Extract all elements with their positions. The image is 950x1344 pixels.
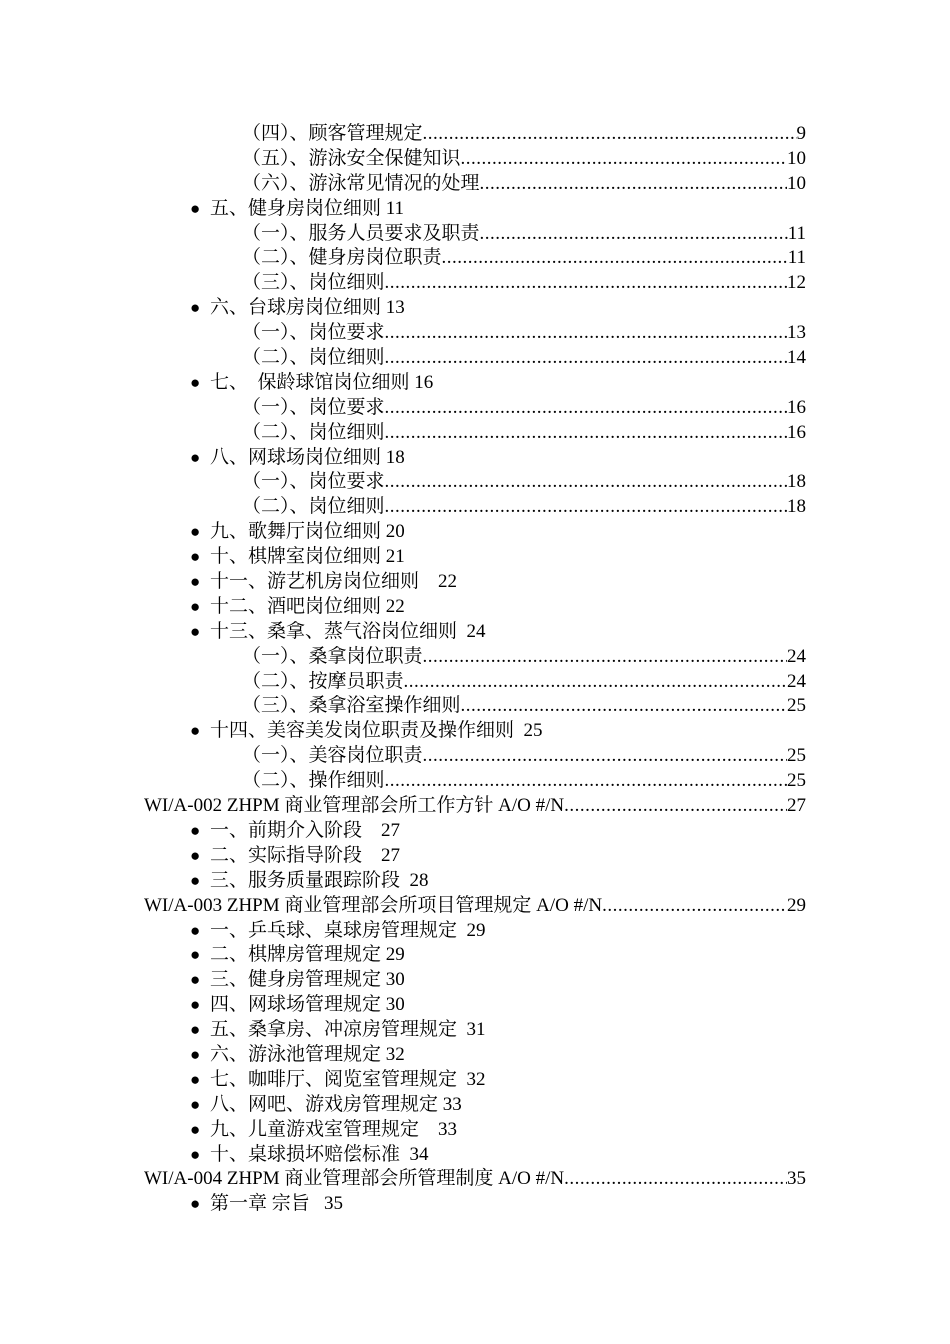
toc-entry-title: 十三、桑拿、蒸气浴岗位细则 24 <box>210 620 486 642</box>
dot-leader <box>385 271 787 296</box>
toc-entry-title: 八、网吧、游戏房管理规定 33 <box>210 1093 462 1115</box>
toc-page-number: 25 <box>787 745 806 767</box>
toc-document-entry[interactable] <box>144 1167 806 1192</box>
toc-page-number: 29 <box>787 894 806 916</box>
toc-entry-title: 二、棋牌房管理规定 29 <box>210 944 405 966</box>
toc-page-number: 14 <box>787 347 806 369</box>
toc-page-number: 24 <box>787 670 806 692</box>
toc-entry-title: （一）、桑拿岗位职责 <box>242 645 423 667</box>
toc-entry-title: （二）、岗位细则 <box>242 496 385 518</box>
toc-section-entry[interactable] <box>144 570 806 595</box>
toc-subsection-entry[interactable] <box>144 246 806 271</box>
toc-entry-title: 七、咖啡厅、阅览室管理规定 32 <box>210 1068 486 1090</box>
toc-subsection-entry[interactable] <box>144 321 806 346</box>
toc-section-entry[interactable] <box>144 595 806 620</box>
bullet-icon: ● <box>190 970 201 990</box>
toc-entry-title: （三）、岗位细则 <box>242 272 385 294</box>
toc-section-entry[interactable] <box>144 844 806 869</box>
toc-subsection-entry[interactable] <box>144 744 806 769</box>
toc-page-number: 18 <box>787 471 806 493</box>
toc-subsection-entry[interactable] <box>144 694 806 719</box>
bullet-icon: ● <box>190 596 201 616</box>
toc-subsection-entry[interactable] <box>144 222 806 247</box>
toc-entry-title: （一）、岗位要求 <box>242 471 385 493</box>
toc-entry-title: （一）、岗位要求 <box>242 396 385 418</box>
toc-entry-title: 五、桑拿房、冲凉房管理规定 31 <box>210 1019 486 1041</box>
toc-subsection-entry[interactable] <box>144 147 806 172</box>
toc-page-number: 9 <box>796 123 806 144</box>
bullet-icon: ● <box>190 820 201 840</box>
toc-section-entry[interactable] <box>144 1093 806 1118</box>
toc-entry-title: 五、健身房岗位细则 11 <box>210 197 405 219</box>
toc-entry-title: （二）、按摩员职责 <box>242 670 404 692</box>
toc-entry-title: 二、实际指导阶段 27 <box>210 844 401 866</box>
bullet-icon: ● <box>190 1194 201 1214</box>
toc-entry-title: 九、歌舞厅岗位细则 20 <box>210 521 405 543</box>
toc-entry-title: 三、健身房管理规定 30 <box>210 969 405 991</box>
toc-subsection-entry[interactable] <box>144 645 806 670</box>
toc-section-entry[interactable] <box>144 993 806 1018</box>
bullet-icon: ● <box>190 547 201 567</box>
bullet-icon: ● <box>190 845 201 865</box>
dot-leader <box>564 1167 787 1192</box>
toc-subsection-entry[interactable] <box>144 670 806 695</box>
dot-leader <box>423 122 797 147</box>
toc-entry-title: 一、前期介入阶段 27 <box>210 819 401 841</box>
toc-entry-title: 七、 保龄球馆岗位细则 16 <box>210 371 434 393</box>
toc-section-entry[interactable] <box>144 1192 806 1217</box>
bullet-icon: ● <box>190 522 201 542</box>
toc-section-entry[interactable] <box>144 1143 806 1168</box>
toc-subsection-entry[interactable] <box>144 172 806 197</box>
dot-leader <box>461 694 787 719</box>
bullet-icon: ● <box>190 721 201 741</box>
toc-entry-title: 第一章 宗旨 35 <box>210 1193 344 1215</box>
toc-page-number: 35 <box>787 1168 806 1190</box>
toc-subsection-entry[interactable] <box>144 470 806 495</box>
dot-leader <box>385 346 787 371</box>
toc-section-entry[interactable] <box>144 520 806 545</box>
dot-leader <box>480 172 787 197</box>
bullet-icon: ● <box>190 1069 201 1089</box>
toc-entry-title: （二）、岗位细则 <box>242 421 385 443</box>
toc-entry-title: （六）、游泳常见情况的处理 <box>242 172 480 194</box>
toc-page-number: 24 <box>787 645 806 667</box>
bullet-icon: ● <box>190 198 201 218</box>
toc-page-number: 16 <box>787 421 806 443</box>
dot-leader <box>423 744 787 769</box>
toc-subsection-entry[interactable] <box>144 271 806 296</box>
toc-entry-title: WI/A-004 ZHPM 商业管理部会所管理制度 A/O #/N <box>144 1168 565 1190</box>
toc-entry-title: 六、游泳池管理规定 32 <box>210 1043 405 1065</box>
toc-entry-title: （五）、游泳安全保健知识 <box>242 147 461 169</box>
dot-leader <box>385 495 787 520</box>
toc-page-number: 13 <box>787 322 806 344</box>
dot-leader <box>564 794 787 819</box>
toc-subsection-entry[interactable] <box>144 495 806 520</box>
toc-entry-title: （二）、操作细则 <box>242 770 385 792</box>
toc-page-number: 10 <box>787 172 806 194</box>
toc-page-number: 25 <box>787 695 806 717</box>
dot-leader <box>423 645 787 670</box>
toc-section-entry[interactable] <box>144 968 806 993</box>
toc-section-entry[interactable] <box>144 869 806 894</box>
bullet-icon: ● <box>190 920 201 940</box>
dot-leader <box>442 246 788 271</box>
toc-entry-title: （二）、岗位细则 <box>242 347 385 369</box>
toc-entry-title: 十一、游艺机房岗位细则 22 <box>210 571 458 593</box>
toc-section-entry[interactable] <box>144 446 806 471</box>
bullet-icon: ● <box>190 945 201 965</box>
toc-document-entry[interactable] <box>144 894 806 919</box>
toc-section-entry[interactable] <box>144 919 806 944</box>
toc-entry-title: （三）、桑拿浴室操作细则 <box>242 695 461 717</box>
toc-page-number: 18 <box>787 496 806 518</box>
toc-section-entry[interactable] <box>144 620 806 645</box>
toc-subsection-entry[interactable] <box>144 396 806 421</box>
toc-entry-title: （四）、顾客管理规定 <box>242 123 423 144</box>
toc-entry-title: （一）、美容岗位职责 <box>242 745 423 767</box>
toc-subsection-entry[interactable] <box>144 769 806 794</box>
dot-leader <box>480 222 788 247</box>
toc-section-entry[interactable] <box>144 371 806 396</box>
toc-entry-title: 一、乒乓球、桌球房管理规定 29 <box>210 919 486 941</box>
toc-entry-title: 六、台球房岗位细则 13 <box>210 297 405 319</box>
dot-leader <box>385 470 787 495</box>
toc-entry-title: （一）、服务人员要求及职责 <box>242 222 480 244</box>
dot-leader <box>385 769 787 794</box>
toc-page-number: 25 <box>787 770 806 792</box>
bullet-icon: ● <box>190 1094 201 1114</box>
bullet-icon: ● <box>190 1144 201 1164</box>
bullet-icon: ● <box>190 870 201 890</box>
toc-page-number: 12 <box>787 272 806 294</box>
bullet-icon: ● <box>190 372 201 392</box>
dot-leader <box>385 321 787 346</box>
bullet-icon: ● <box>190 1020 201 1040</box>
toc-page-number: 10 <box>787 147 806 169</box>
toc-subsection-entry[interactable] <box>144 421 806 446</box>
bullet-icon: ● <box>190 995 201 1015</box>
bullet-icon: ● <box>190 621 201 641</box>
bullet-icon: ● <box>190 1119 201 1139</box>
toc-entry-title: （二）、健身房岗位职责 <box>242 247 442 269</box>
toc-entry-title: 四、网球场管理规定 30 <box>210 994 405 1016</box>
table-of-contents <box>144 122 806 1217</box>
toc-entry-title: 十、棋牌室岗位细则 21 <box>210 546 405 568</box>
bullet-icon: ● <box>190 572 201 592</box>
toc-section-entry[interactable] <box>144 1018 806 1043</box>
toc-page-number: 11 <box>787 247 806 269</box>
toc-page-number: 27 <box>787 795 806 817</box>
toc-page-number: 11 <box>787 222 806 244</box>
dot-leader <box>404 670 787 695</box>
toc-section-entry[interactable] <box>144 545 806 570</box>
toc-entry-title: WI/A-003 ZHPM 商业管理部会所项目管理规定 A/O #/N <box>144 894 603 916</box>
toc-entry-title: 十二、酒吧岗位细则 22 <box>210 595 405 617</box>
toc-subsection-entry[interactable] <box>144 346 806 371</box>
toc-section-entry[interactable] <box>144 719 806 744</box>
toc-section-entry[interactable] <box>144 197 806 222</box>
bullet-icon: ● <box>190 1044 201 1064</box>
toc-entry-title: 十、桌球损坏赔偿标准 34 <box>210 1143 429 1165</box>
toc-entry-title: （一）、岗位要求 <box>242 322 385 344</box>
dot-leader <box>602 894 787 919</box>
toc-section-entry[interactable] <box>144 819 806 844</box>
toc-page-number: 16 <box>787 396 806 418</box>
toc-subsection-entry[interactable] <box>144 122 806 147</box>
bullet-icon: ● <box>190 298 201 318</box>
dot-leader <box>461 147 787 172</box>
toc-section-entry[interactable] <box>144 943 806 968</box>
bullet-icon: ● <box>190 447 201 467</box>
toc-entry-title: 三、服务质量跟踪阶段 28 <box>210 869 429 891</box>
toc-entry-title: WI/A-002 ZHPM 商业管理部会所工作方针 A/O #/N <box>144 795 565 817</box>
toc-section-entry[interactable] <box>144 296 806 321</box>
toc-entry-title: 九、儿童游戏室管理规定 33 <box>210 1118 458 1140</box>
toc-section-entry[interactable] <box>144 1043 806 1068</box>
toc-section-entry[interactable] <box>144 1068 806 1093</box>
dot-leader <box>385 421 787 446</box>
toc-entry-title: 十四、美容美发岗位职责及操作细则 25 <box>210 720 543 742</box>
toc-entry-title: 八、网球场岗位细则 18 <box>210 446 405 468</box>
toc-section-entry[interactable] <box>144 1118 806 1143</box>
dot-leader <box>385 396 787 421</box>
toc-document-entry[interactable] <box>144 794 806 819</box>
